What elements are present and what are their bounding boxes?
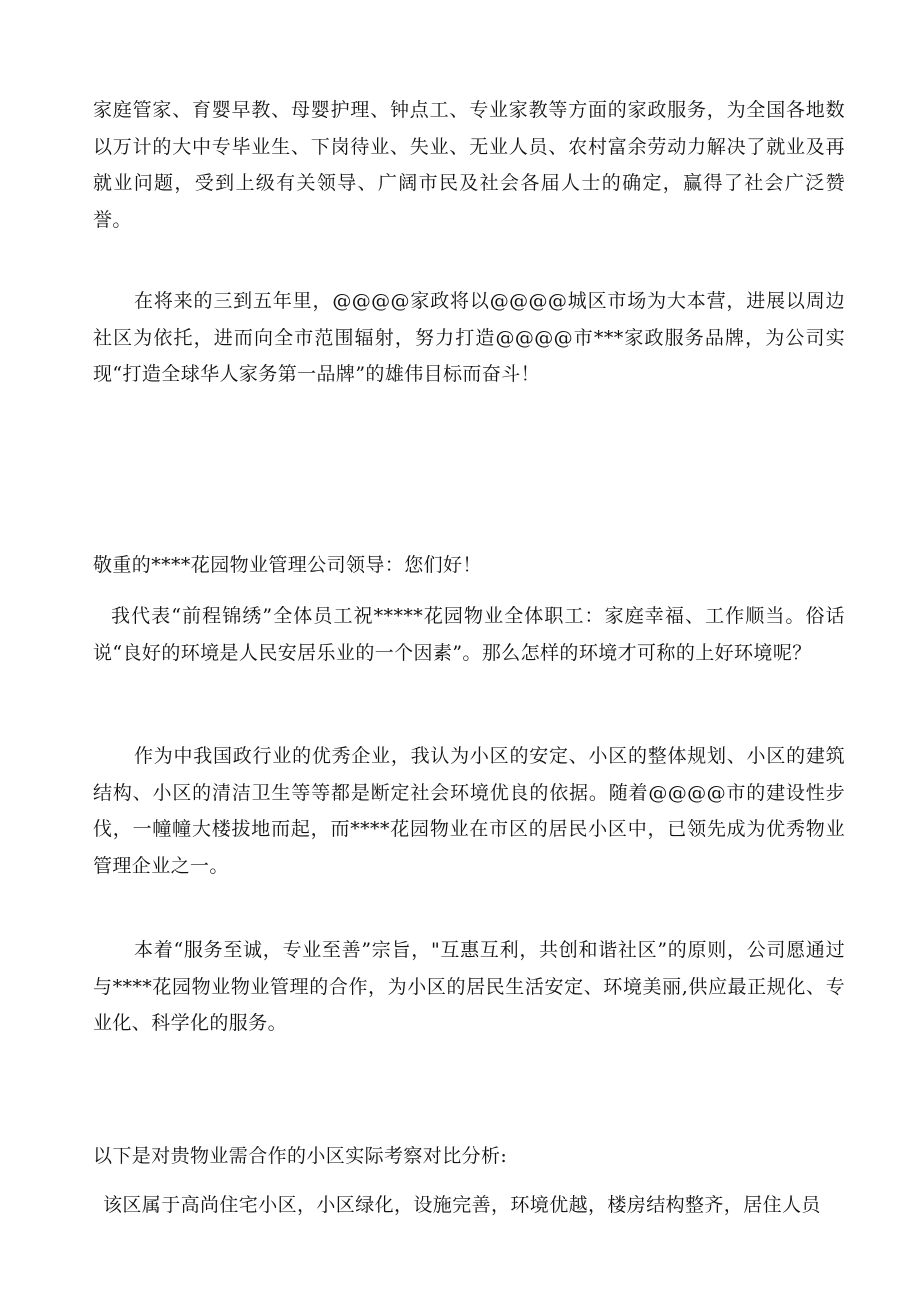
paragraph-greeting: 我代表“前程锦绣”全体员工祝*****花园物业全体职工：家庭幸福、工作顺当。俗话说“良好的环境是人民安居乐业的一个因素”。那么怎样的环境才可称的上好环境呢？ (93, 605, 845, 664)
paragraph-company-intro: 作为中我国政行业的优秀企业，我认为小区的安定、小区的整体规划、小区的建筑结构、小区的清洁卫生等等都是断定社会环境优良的依据。随着@@@@市的建设性步伐，一幢幢大楼拔地而起，而****花园物业在市区的居民小区中，已领先成为优秀物业管理企业之一。 (93, 745, 845, 877)
paragraph-analysis-heading: 以下是对贵物业需合作的小区实际考察对比分析: (93, 1145, 508, 1167)
letter-salutation: 敬重的****花园物业管理公司领导：您们好！ (93, 554, 482, 576)
paragraph-analysis-body: 该区属于高尚住宅小区，小区绿化，设施完善，环境优越，楼房结构整齐，居住人员 (103, 1194, 821, 1216)
document-page (93, 0, 845, 1301)
paragraph-intro-services: 家庭管家、育婴早教、母婴护理、钟点工、专业家教等方面的家政服务，为全国各地数以万计的大中专毕业生、下岗待业、失业、无业人员、农村富余劳动力解决了就业及再就业问题，受到上级有关领导、广阔市民及社会各届人士的确定，赢得了社会广泛赞誉。 (93, 99, 845, 231)
paragraph-future-plan: 在将来的三到五年里，@@@@家政将以@@@@城区市场为大本营，进展以周边社区为依托，进而向全市范围辐射，努力打造@@@@市***家政服务品牌，为公司实现“打造全球华人家务第一品牌”的雄伟目标而奋斗！ (93, 290, 845, 386)
paragraph-cooperation: 本着“服务至诚，专业至善”宗旨，"互惠互利，共创和谐社区”的原则，公司愿通过与****花园物业物业管理的合作，为小区的居民生活安定、环境美丽,供应最正规化、专业化、科学化的服务。 (93, 939, 845, 1035)
